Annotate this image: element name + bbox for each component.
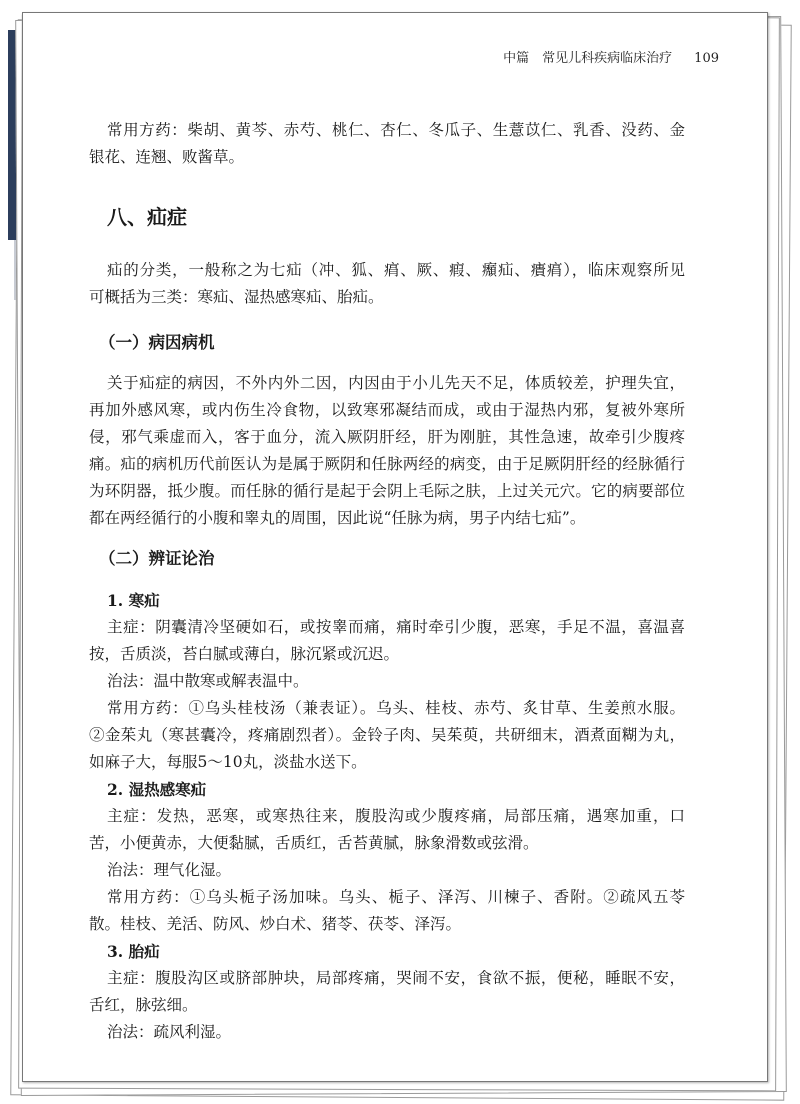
text-line: 关于疝症的病因，不外内外二因，内因由于小儿先天不足，体质较差，护理失宜， [107, 374, 685, 392]
text-line: 按，舌质淡，苔白腻或薄白，脉沉紧或沉迟。 [89, 645, 400, 663]
text-line: 都在两经循行的小腹和睾丸的周围，因此说“任脉为病，男子内结七疝”。 [89, 509, 586, 527]
text-line: 主症：阴囊清冷坚硬如石，或按睾而痛，痛时牵引少腹，恶寒，手足不温，喜温喜 [107, 618, 685, 636]
text-line: 如麻子大，每服5～10丸，淡盐水送下。 [89, 753, 367, 771]
text-line: 疝的分类，一般称之为七疝（冲、狐、㾓、厥、瘕、㿗疝、㿉㾓），临床观察所见 [107, 261, 685, 279]
text-line: 银花、连翘、败酱草。 [89, 148, 245, 166]
running-header [503, 47, 719, 66]
text-line: ②金茱丸（寒甚囊冷，疼痛剧烈者）。金铃子肉、吴茱萸，共研细末，酒煮面糊为丸， [89, 726, 685, 744]
text-line: 散。桂枝、羌活、防风、炒白术、猪苓、茯苓、泽泻。 [89, 915, 462, 933]
text-line: 治法：理气化湿。 [107, 861, 232, 879]
paragraph-etiology [89, 370, 685, 532]
book-page [22, 12, 768, 1082]
subsection-heading-diagnosis: （二）辨证论治 [99, 549, 215, 568]
subsection-heading-etiology: （一）病因病机 [99, 333, 215, 352]
text-line: 常用方药：①乌头栀子汤加味。乌头、栀子、泽泻、川楝子、香附。②疏风五苓 [107, 888, 685, 906]
text-line: 舌红，脉弦细。 [89, 996, 198, 1014]
text-line: 治法：疏风利湿。 [107, 1023, 232, 1041]
text-line: 可概括为三类：寒疝、湿热感寒疝、胎疝。 [89, 288, 384, 306]
paragraph-formula [89, 117, 685, 171]
text-line: 治法：温中散寒或解表温中。 [107, 672, 309, 690]
text-line: 痛。疝的病机历代前医认为是属于厥阴和任脉两经的病变，由于足厥阴肝经的经脉循行 [89, 455, 685, 473]
item-heading-cold-hernia: 1. 寒疝 [107, 591, 160, 610]
paragraph-symptoms-2 [89, 803, 685, 938]
text-line: 主症：发热，恶寒，或寒热往来，腹股沟或少腹疼痛，局部压痛，遇寒加重，口 [107, 807, 685, 825]
text-line: 常用方药：柴胡、黄芩、赤芍、桃仁、杏仁、冬瓜子、生薏苡仁、乳香、没药、金 [107, 121, 685, 139]
paragraph-symptoms-3 [89, 965, 685, 1046]
item-heading-damp-heat-hernia: 2. 湿热感寒疝 [107, 780, 207, 799]
text-line: 为环阴器，抵少腹。而任脉的循行是起于会阴上毛际之肤，上过关元穴。它的病要部位 [89, 482, 685, 500]
section-heading: 八、疝症 [107, 205, 187, 229]
section-title: 中篇 常见儿科疾病临床治疗 [503, 51, 673, 66]
item-heading-fetal-hernia: 3. 胎疝 [107, 942, 160, 961]
page-number: 109 [694, 51, 719, 66]
text-line: 侵，邪气乘虚而入，客于血分，流入厥阴肝经，肝为刚脏，其性急速，故牵引少腹疼 [89, 428, 685, 446]
text-line: 常用方药：①乌头桂枝汤（兼表证）。乌头、桂枝、赤芍、炙甘草、生姜煎水服。 [107, 699, 685, 717]
text-line: 苦，小便黄赤，大便黏腻，舌质红，舌苔黄腻，脉象滑数或弦滑。 [89, 834, 539, 852]
text-line: 主症：腹股沟区或脐部肿块，局部疼痛，哭闹不安，食欲不振，便秘，睡眠不安， [107, 969, 685, 987]
text-line: 再加外感风寒，或内伤生冷食物，以致寒邪凝结而成，或由于湿热内邪，复被外寒所 [89, 401, 685, 419]
paragraph-classification [89, 257, 685, 311]
paragraph-symptoms-1 [89, 614, 685, 776]
